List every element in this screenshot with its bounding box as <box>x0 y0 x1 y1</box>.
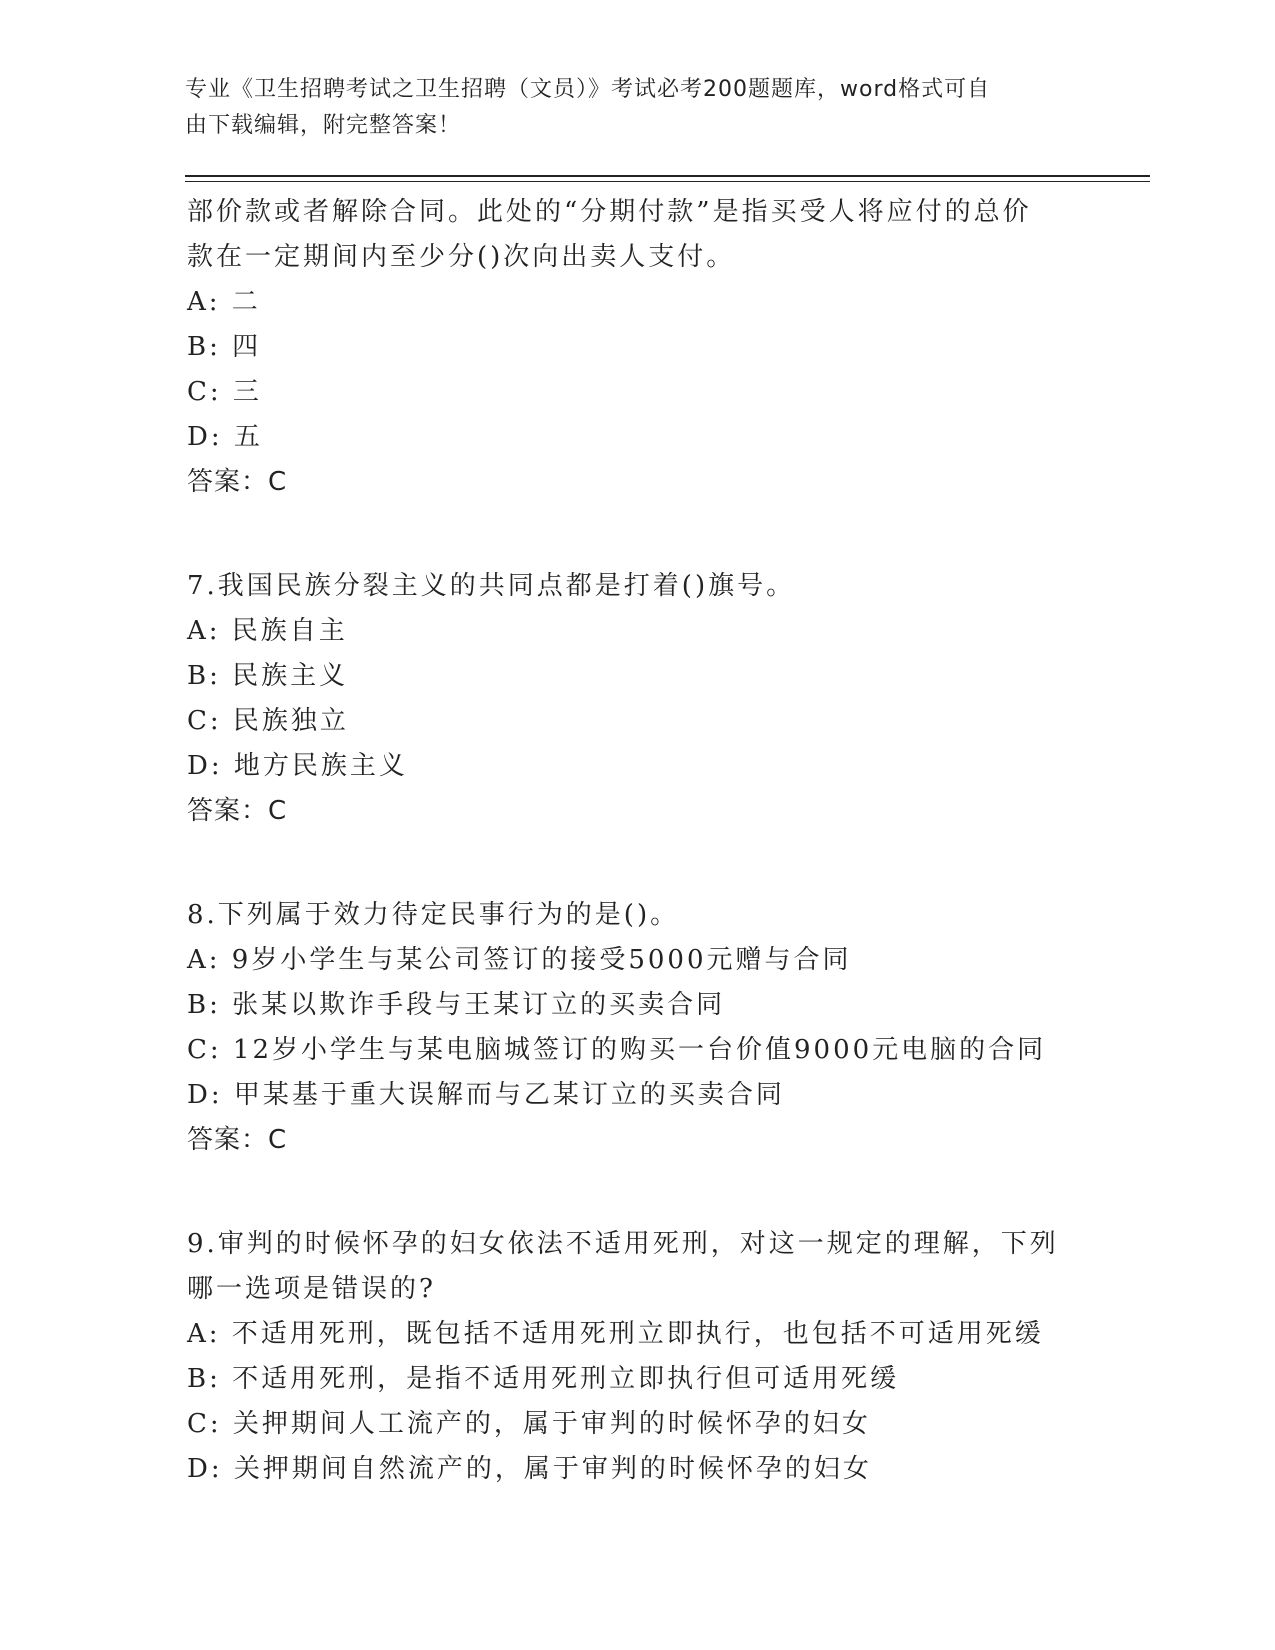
header-divider-thin <box>185 181 1150 182</box>
answer-line: 答案：C <box>187 467 288 497</box>
option-b: B: 四 <box>187 332 262 362</box>
question-7 <box>187 564 1087 834</box>
question-stem: 8.下列属于效力待定民事行为的是()。 <box>187 900 680 930</box>
question-stem: 7.我国民族分裂主义的共同点都是打着()旗号。 <box>187 571 796 601</box>
question-spacer <box>187 834 1087 893</box>
option-c: C: 三 <box>187 377 262 407</box>
question-8 <box>187 893 1087 1163</box>
answer-line: 答案：C <box>187 1125 288 1155</box>
option-c: C: 关押期间人工流产的，属于审判的时候怀孕的妇女 <box>187 1409 871 1439</box>
option-c: C: 民族独立 <box>187 706 349 736</box>
question-stem-line: 9.审判的时候怀孕的妇女依法不适用死刑，对这一规定的理解，下列 <box>187 1229 1059 1259</box>
answer-line: 答案：C <box>187 796 288 826</box>
question-stem-line: 哪一选项是错误的? <box>187 1274 436 1304</box>
question-9 <box>187 1222 1087 1492</box>
question-list <box>187 190 1087 1492</box>
question-stem-line: 款在一定期间内至少分()次向出卖人支付。 <box>187 242 736 272</box>
option-a: A: 民族自主 <box>187 616 348 646</box>
header-divider-thick <box>185 175 1150 177</box>
option-d: D: 关押期间自然流产的，属于审判的时候怀孕的妇女 <box>187 1454 872 1484</box>
option-a: A: 不适用死刑，既包括不适用死刑立即执行，也包括不可适用死缓 <box>187 1319 1044 1349</box>
question-6-continued <box>187 190 1087 505</box>
option-a: A: 二 <box>187 287 261 317</box>
option-a: A: 9岁小学生与某公司签订的接受5000元赠与合同 <box>187 945 852 975</box>
option-d: D: 五 <box>187 422 263 452</box>
question-spacer <box>187 1163 1087 1222</box>
option-b: B: 张某以欺诈手段与王某订立的买卖合同 <box>187 990 726 1020</box>
header-line-1: 专业《卫生招聘考试之卫生招聘（文员）》考试必考200题题库，word格式可自 <box>185 77 991 102</box>
option-b: B: 民族主义 <box>187 661 349 691</box>
header-line-2: 由下载编辑，附完整答案！ <box>185 113 462 138</box>
option-d: D: 甲某基于重大误解而与乙某订立的买卖合同 <box>187 1080 785 1110</box>
option-d: D: 地方民族主义 <box>187 751 408 781</box>
question-stem-line: 部价款或者解除合同。此处的“分期付款”是指买受人将应付的总价 <box>187 197 1032 227</box>
option-b: B: 不适用死刑，是指不适用死刑立即执行但可适用死缓 <box>187 1364 900 1394</box>
document-header <box>185 72 1065 144</box>
option-c: C: 12岁小学生与某电脑城签订的购买一台价值9000元电脑的合同 <box>187 1035 1047 1065</box>
question-spacer <box>187 505 1087 564</box>
